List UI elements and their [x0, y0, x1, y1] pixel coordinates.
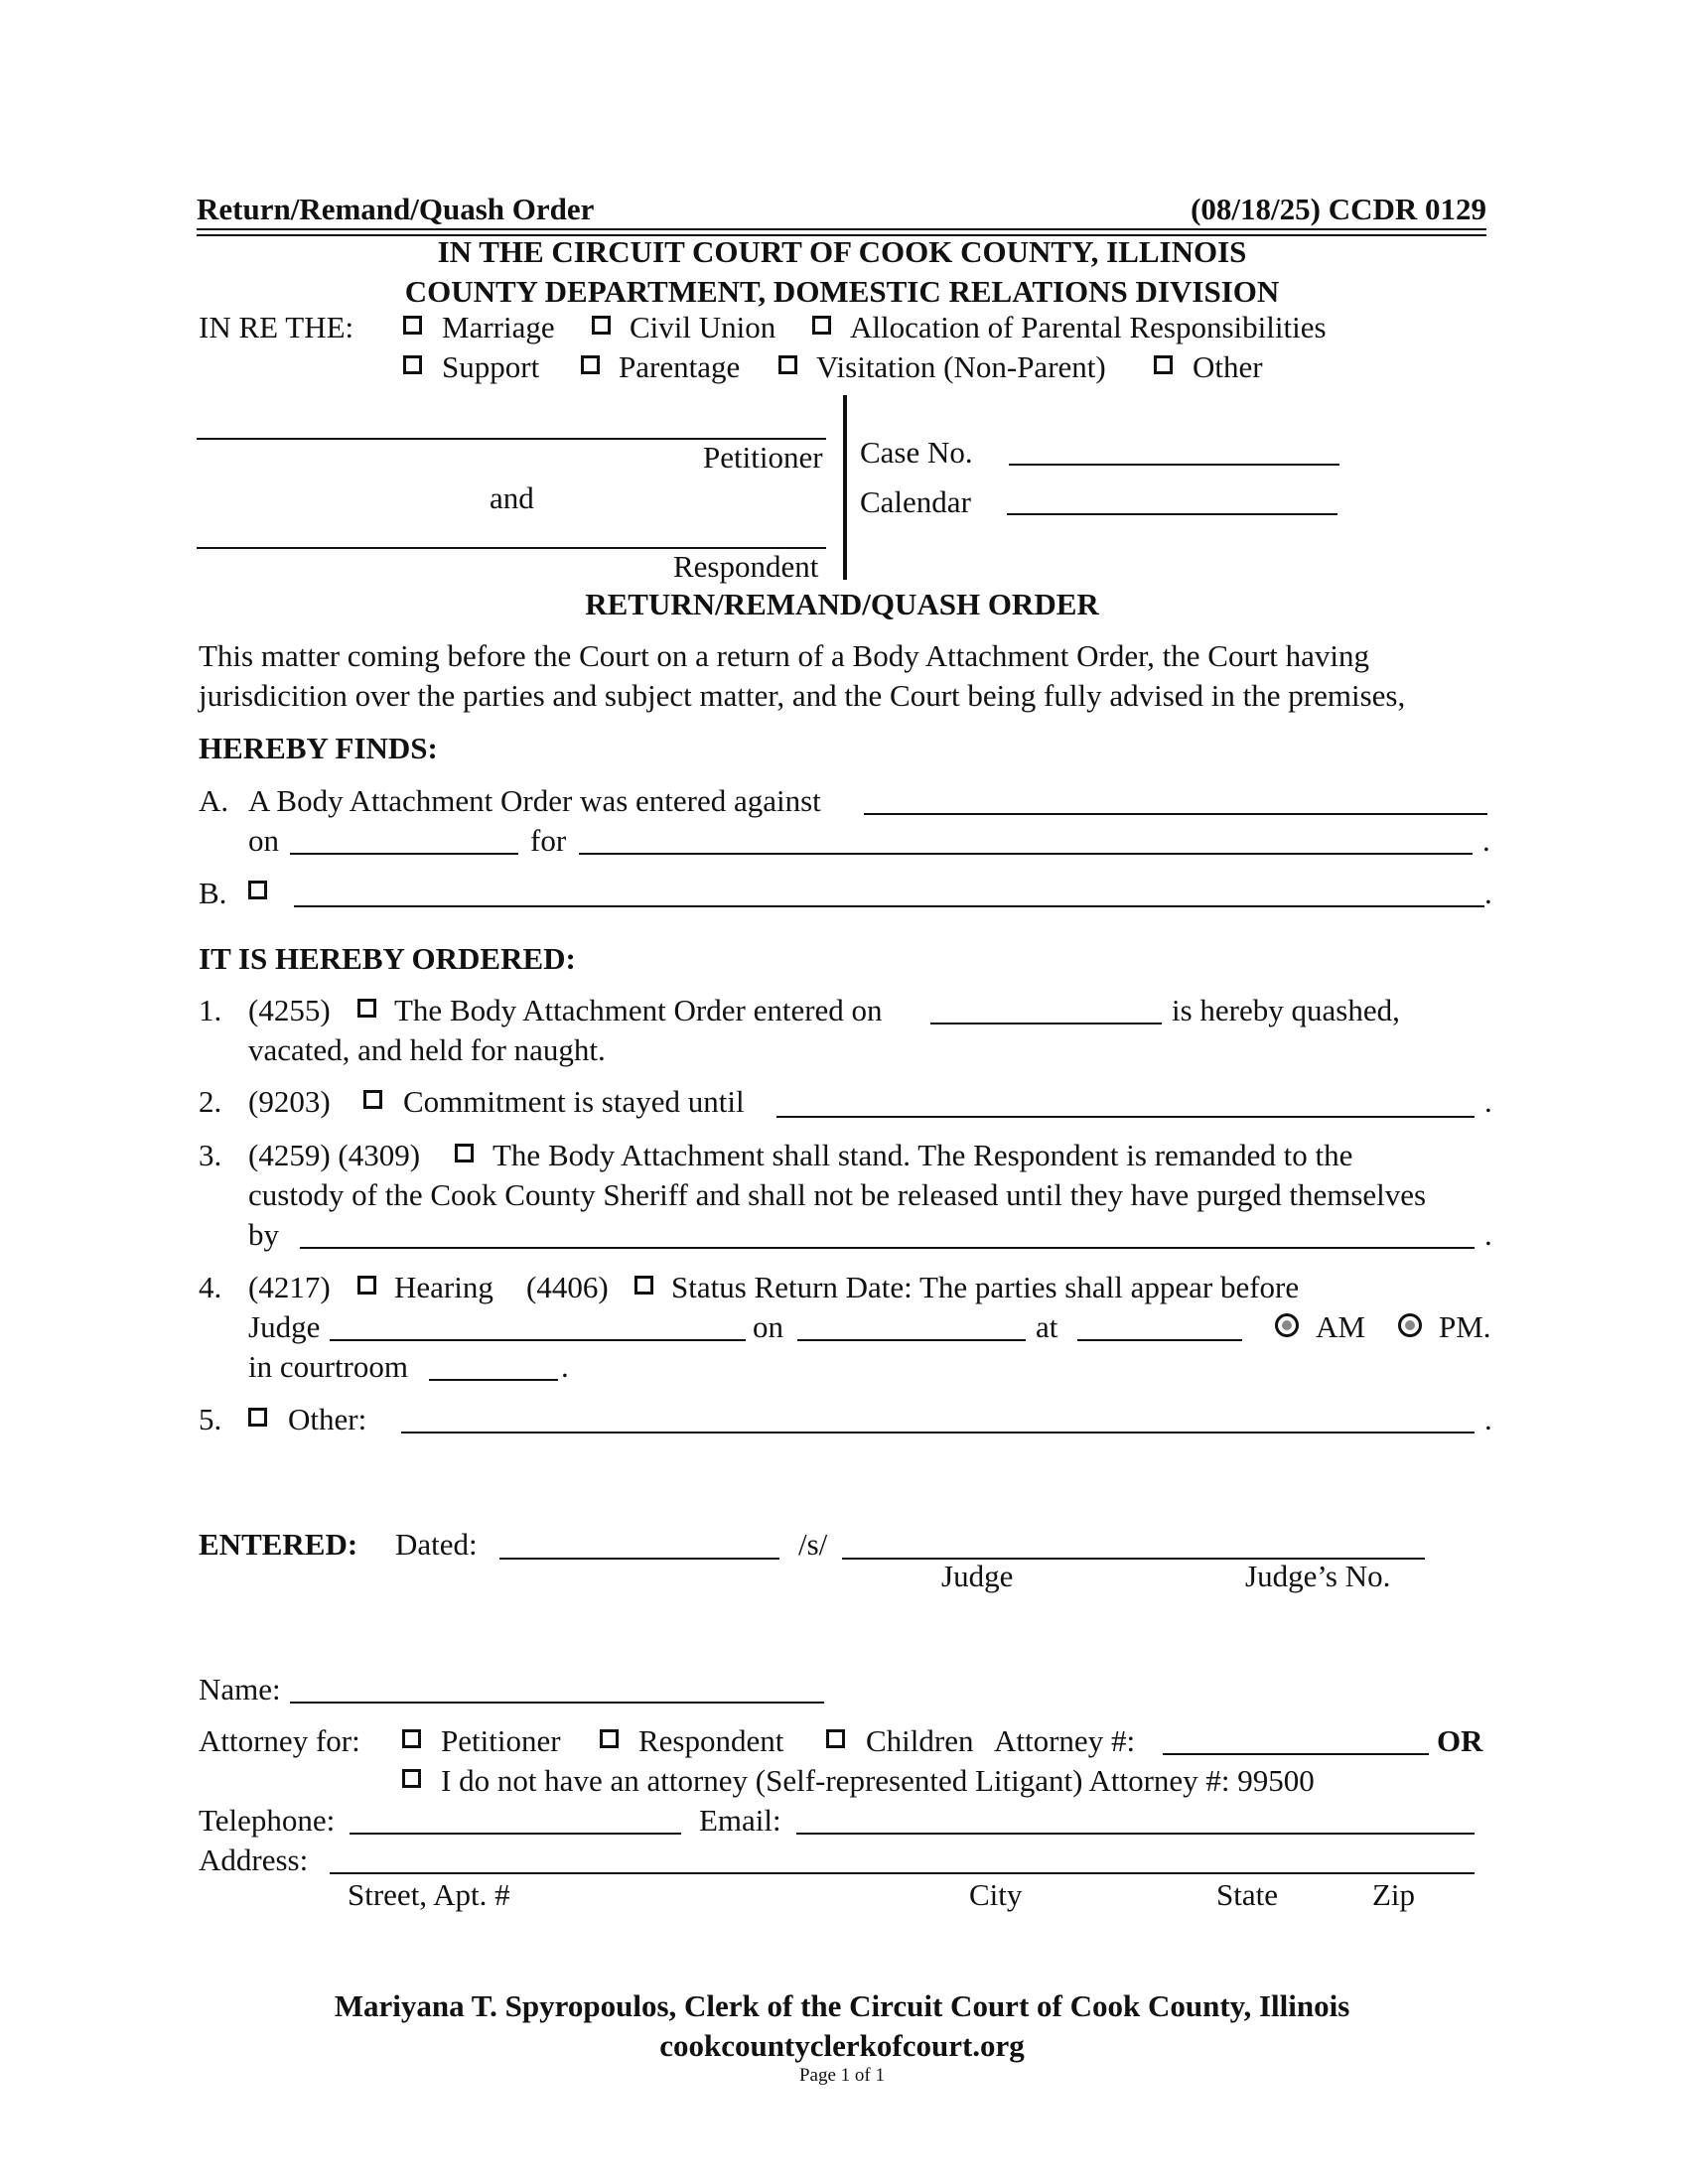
court-line-1: IN THE CIRCUIT COURT OF COOK COUNTY, ILLINOIS: [437, 234, 1247, 269]
appear-time-field[interactable]: [1077, 1339, 1242, 1341]
court-line-2: COUNTY DEPARTMENT, DOMESTIC RELATIONS DIVISION: [404, 274, 1280, 309]
item-2-code: (9203): [248, 1084, 331, 1119]
other-case-label: Other: [1193, 349, 1263, 384]
intro-line-2: jurisdicition over the parties and subject matter, and the Court being fully advised in the premises,: [199, 678, 1406, 713]
page-number: Page 1 of 1: [798, 2065, 885, 2086]
order-title: RETURN/REMAND/QUASH ORDER: [585, 587, 1099, 621]
judge-label: Judge: [248, 1309, 321, 1344]
attorney-children-label: Children: [866, 1723, 974, 1758]
against-field[interactable]: [864, 813, 1487, 815]
city-caption: City: [969, 1877, 1023, 1912]
finds-heading: HEREBY FINDS:: [199, 731, 438, 765]
dated-field[interactable]: [499, 1558, 779, 1560]
email-label: Email:: [699, 1803, 781, 1838]
judge-field[interactable]: [330, 1339, 746, 1341]
clerk-name: Mariyana T. Spyropoulos, Clerk of the Circuit Court of Cook County, Illinois: [334, 1988, 1350, 2023]
allocation-label: Allocation of Parental Responsibilities: [850, 310, 1327, 344]
self-represented-checkbox[interactable]: [402, 1769, 421, 1788]
item-4-code-1: (4217): [248, 1270, 331, 1304]
item-5-period: .: [1484, 1402, 1492, 1436]
item-1-date-field[interactable]: [930, 1023, 1162, 1024]
item-2-period: .: [1484, 1084, 1492, 1119]
signature-prefix: /s/: [798, 1527, 828, 1562]
appear-date-field[interactable]: [797, 1339, 1026, 1341]
item-1-checkbox[interactable]: [357, 999, 376, 1018]
name-field[interactable]: [290, 1702, 824, 1704]
item-1-text: The Body Attachment Order entered on: [394, 993, 883, 1027]
street-caption: Street, Apt. #: [348, 1877, 510, 1912]
find-a-label: A.: [199, 783, 229, 818]
attorney-for-label: Attorney for:: [199, 1723, 360, 1758]
pm-radio[interactable]: [1398, 1313, 1422, 1337]
entered-on-field[interactable]: [290, 853, 518, 855]
civil-union-checkbox[interactable]: [592, 316, 611, 335]
calendar-label: Calendar: [860, 484, 971, 519]
hearing-checkbox[interactable]: [357, 1276, 376, 1295]
item-3-code: (4259) (4309): [248, 1138, 421, 1172]
item-2-checkbox[interactable]: [363, 1090, 382, 1109]
other-field[interactable]: [401, 1432, 1475, 1433]
item-3-by: by: [248, 1217, 279, 1252]
hearing-label: Hearing: [394, 1270, 493, 1304]
parentage-checkbox[interactable]: [581, 355, 600, 374]
find-b-period: .: [1484, 876, 1492, 910]
am-label: AM: [1316, 1309, 1365, 1344]
telephone-label: Telephone:: [199, 1803, 336, 1838]
or-label: OR: [1437, 1723, 1483, 1758]
case-no-field[interactable]: [1009, 464, 1339, 466]
on-label: on: [753, 1309, 783, 1344]
address-field[interactable]: [330, 1872, 1475, 1874]
party-divider: [843, 395, 847, 580]
status-checkbox[interactable]: [634, 1276, 653, 1295]
dated-label: Dated:: [395, 1527, 478, 1562]
calendar-field[interactable]: [1007, 513, 1337, 515]
item-3-text: The Body Attachment shall stand. The Respondent is remanded to the: [492, 1138, 1353, 1172]
item-3-checkbox[interactable]: [455, 1144, 474, 1162]
email-field[interactable]: [796, 1833, 1475, 1835]
attorney-number-field[interactable]: [1163, 1753, 1429, 1755]
respondent-label: Respondent: [673, 549, 819, 584]
judge-caption: Judge: [941, 1559, 1014, 1593]
courtroom-period: .: [561, 1349, 569, 1384]
clerk-website: cookcountyclerkofcourt.org: [659, 2028, 1025, 2063]
state-caption: State: [1216, 1877, 1278, 1912]
status-label: Status Return Date: The parties shall appear before: [671, 1270, 1300, 1304]
item-3-text-2: custody of the Cook County Sheriff and shall not be released until they have purged themselves: [248, 1177, 1427, 1212]
item-3-number: 3.: [199, 1138, 222, 1172]
item-3-period: .: [1484, 1217, 1492, 1252]
item-5-text: Other:: [288, 1402, 367, 1436]
header-rule-top: [197, 228, 1486, 230]
intro-line-1: This matter coming before the Court on a return of a Body Attachment Order, the Court having: [199, 638, 1370, 673]
address-label: Address:: [199, 1843, 309, 1877]
and-label: and: [490, 480, 534, 515]
courtroom-label: in courtroom: [248, 1349, 408, 1384]
at-label: at: [1036, 1309, 1058, 1344]
item-2-number: 2.: [199, 1084, 222, 1119]
self-represented-label: I do not have an attorney (Self-represented Litigant) Attorney #: 99500: [441, 1763, 1315, 1798]
case-no-label: Case No.: [860, 435, 973, 470]
zip-caption: Zip: [1372, 1877, 1416, 1912]
item-1-text-2: is hereby quashed,: [1172, 993, 1400, 1027]
item-2-date-field[interactable]: [776, 1116, 1475, 1118]
attorney-respondent-label: Respondent: [638, 1723, 784, 1758]
item-5-number: 5.: [199, 1402, 222, 1436]
am-radio[interactable]: [1275, 1313, 1299, 1337]
name-label: Name:: [199, 1672, 281, 1706]
children-checkbox[interactable]: [826, 1729, 845, 1748]
item-1-number: 1.: [199, 993, 222, 1027]
attorney-number-label: Attorney #:: [994, 1723, 1136, 1758]
item-2-text: Commitment is stayed until: [403, 1084, 745, 1119]
civil-union-label: Civil Union: [630, 310, 776, 344]
courtroom-field[interactable]: [429, 1379, 558, 1381]
for-field[interactable]: [579, 853, 1473, 855]
other-case-checkbox[interactable]: [1154, 355, 1173, 374]
petitioner-label: Petitioner: [703, 440, 823, 475]
visitation-checkbox[interactable]: [778, 355, 797, 374]
item-3-purge-field[interactable]: [300, 1247, 1475, 1249]
support-label: Support: [442, 349, 540, 384]
item-1-text-3: vacated, and held for naught.: [248, 1032, 606, 1067]
ordered-heading: IT IS HEREBY ORDERED:: [199, 941, 576, 976]
find-a-for: for: [530, 823, 567, 858]
item-5-checkbox[interactable]: [248, 1408, 267, 1427]
find-a-text: A Body Attachment Order was entered against: [248, 783, 821, 818]
respondent-checkbox[interactable]: [600, 1729, 619, 1748]
item-4-number: 4.: [199, 1270, 222, 1304]
item-4-code-2: (4406): [526, 1270, 609, 1304]
support-checkbox[interactable]: [403, 355, 422, 374]
telephone-field[interactable]: [350, 1833, 681, 1835]
pm-label: PM.: [1439, 1309, 1491, 1344]
item-1-code: (4255): [248, 993, 331, 1027]
find-b-field[interactable]: [294, 905, 1484, 907]
find-b-checkbox[interactable]: [248, 881, 267, 899]
marriage-label: Marriage: [442, 310, 555, 344]
judge-no-caption: Judge’s No.: [1245, 1559, 1391, 1593]
form-title: Return/Remand/Quash Order: [197, 192, 595, 226]
parentage-label: Parentage: [619, 349, 741, 384]
in-re-label: IN RE THE:: [199, 310, 354, 344]
marriage-checkbox[interactable]: [403, 316, 422, 335]
find-b-label: B.: [199, 876, 227, 910]
allocation-checkbox[interactable]: [812, 316, 831, 335]
visitation-label: Visitation (Non-Parent): [816, 349, 1106, 384]
form-code: (08/18/25) CCDR 0129: [1191, 192, 1486, 226]
petitioner-checkbox[interactable]: [402, 1729, 421, 1748]
entered-label: ENTERED:: [199, 1527, 358, 1562]
find-a-on: on: [248, 823, 279, 858]
find-a-period: .: [1482, 823, 1490, 858]
attorney-petitioner-label: Petitioner: [441, 1723, 561, 1758]
